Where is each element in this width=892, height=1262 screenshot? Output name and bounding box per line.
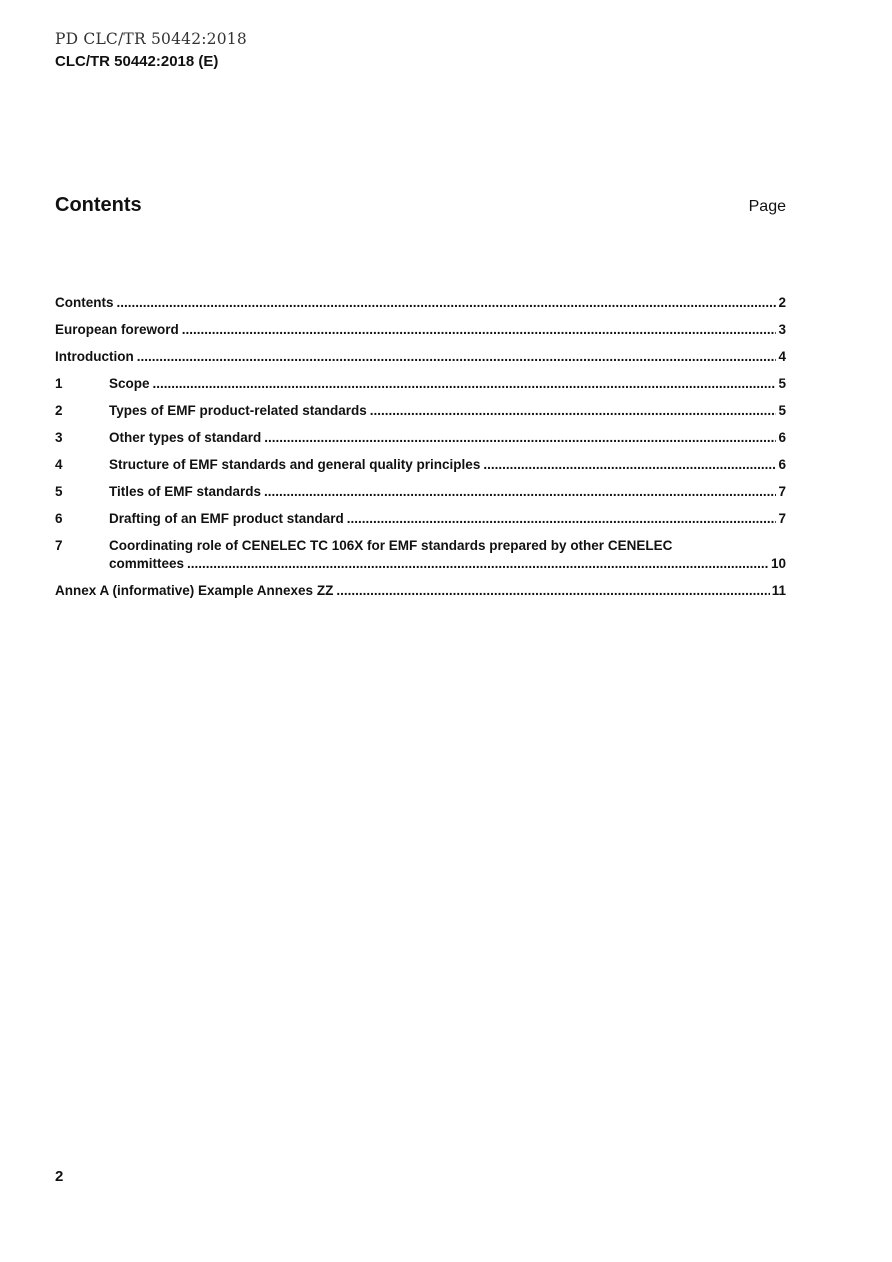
dot-leader — [264, 482, 776, 502]
toc-entry-titles[interactable] — [55, 482, 786, 509]
toc-entry-contents[interactable] — [55, 293, 786, 320]
toc-page-number: 2 — [778, 295, 786, 310]
toc-section-number: 6 — [55, 511, 63, 526]
document-id-english-header: CLC/TR 50442:2018 (E) — [55, 53, 219, 70]
toc-page-number: 11 — [771, 583, 786, 598]
dot-leader — [347, 509, 777, 529]
toc-entry-structure[interactable] — [55, 455, 786, 482]
toc-entry-european-foreword[interactable] — [55, 320, 786, 347]
toc-page-number: 6 — [778, 457, 786, 472]
toc-entry-coordinating-role[interactable] — [55, 536, 786, 581]
toc-title: Other types of standard — [109, 430, 262, 445]
toc-page-number: 3 — [778, 322, 786, 337]
toc-page-number: 7 — [778, 511, 786, 526]
toc-entry-other-types[interactable] — [55, 428, 786, 455]
dot-leader — [483, 455, 776, 475]
toc-title: Contents — [55, 295, 114, 310]
toc-page-number: 6 — [778, 430, 786, 445]
dot-leader — [117, 293, 777, 313]
toc-section-number: 2 — [55, 403, 63, 418]
toc-title: Structure of EMF standards and general quality principles — [109, 457, 481, 472]
toc-title: European foreword — [55, 322, 179, 337]
toc-page-number: 10 — [770, 556, 786, 571]
dot-leader — [182, 320, 777, 340]
toc-page-number: 5 — [778, 403, 786, 418]
toc-title: Scope — [109, 376, 150, 391]
toc-title: Introduction — [55, 349, 134, 364]
dot-leader — [187, 554, 769, 574]
toc-page-number: 7 — [778, 484, 786, 499]
page-column-label: Page — [748, 198, 786, 215]
dot-leader — [370, 401, 777, 421]
toc-title: Annex A (informative) Example Annexes ZZ — [55, 583, 334, 598]
toc-title: Types of EMF product-related standards — [109, 403, 367, 418]
toc-entry-types-of-emf-standards[interactable] — [55, 401, 786, 428]
dot-leader — [137, 347, 777, 367]
toc-section-number: 4 — [55, 457, 63, 472]
document-id-header: PD CLC/TR 50442:2018 — [55, 30, 247, 48]
toc-entry-scope[interactable] — [55, 374, 786, 401]
dot-leader — [153, 374, 777, 394]
page-number: 2 — [55, 1168, 64, 1185]
toc-section-number: 5 — [55, 484, 63, 499]
toc-title: Coordinating role of CENELEC TC 106X for EMF standards prepared by other CENELEC — [109, 538, 673, 553]
toc-title-continuation: committees — [109, 556, 185, 571]
toc-page-number: 4 — [778, 349, 786, 364]
toc-entry-drafting[interactable] — [55, 509, 786, 536]
toc-page-number: 5 — [778, 376, 786, 391]
dot-leader — [336, 581, 769, 601]
dot-leader — [264, 428, 776, 448]
toc-title: Drafting of an EMF product standard — [109, 511, 344, 526]
toc-entry-introduction[interactable] — [55, 347, 786, 374]
toc-title: Titles of EMF standards — [109, 484, 262, 499]
toc-entry-annex-a[interactable] — [55, 581, 786, 608]
table-of-contents — [55, 293, 786, 608]
contents-heading: Contents — [55, 194, 142, 216]
toc-section-number: 1 — [55, 376, 63, 391]
toc-section-number: 7 — [55, 538, 63, 553]
toc-section-number: 3 — [55, 430, 63, 445]
